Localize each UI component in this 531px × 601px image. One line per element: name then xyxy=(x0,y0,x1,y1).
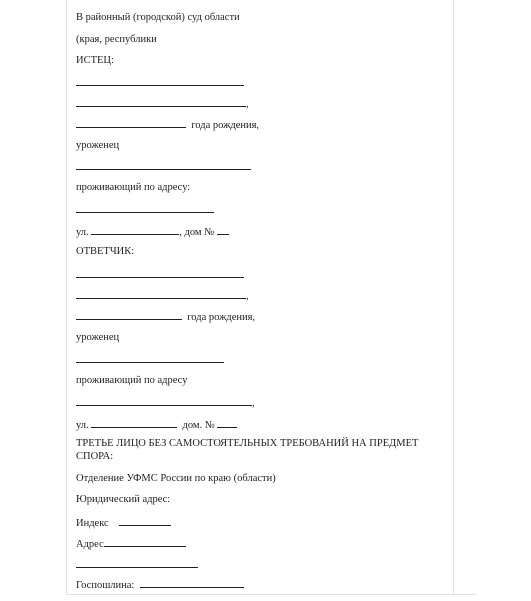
plaintiff-street-line xyxy=(76,225,229,239)
plaintiff-name-line-2 xyxy=(76,97,249,111)
fee-line xyxy=(76,578,244,592)
defendant-address-line xyxy=(76,396,255,410)
plaintiff-native-label: уроженец xyxy=(76,140,120,151)
defendant-native-label: уроженец xyxy=(76,332,120,343)
department-name: Отделение УФМС России по краю (области) xyxy=(76,473,276,484)
address-line xyxy=(76,537,186,551)
fee-label: Госпошлина: xyxy=(76,580,135,591)
plaintiff-birth-label: года рождения, xyxy=(191,120,260,131)
third-party-heading-2: СПОРА: xyxy=(76,451,114,462)
defendant-native-line xyxy=(76,353,224,367)
defendant-heading: ОТВЕТЧИК: xyxy=(76,246,135,257)
plaintiff-heading: ИСТЕЦ: xyxy=(76,55,114,66)
defendant-street-label: ул. xyxy=(76,420,89,431)
third-party-heading-1: ТРЕТЬЕ ЛИЦО БЕЗ САМОСТОЯТЕЛЬНЫХ ТРЕБОВАНИЙ НА ПРЕДМЕТ xyxy=(76,438,419,449)
comma: , xyxy=(246,291,249,302)
plaintiff-house-label: , дом № xyxy=(179,227,215,238)
defendant-street-line xyxy=(76,418,237,432)
address-line-2 xyxy=(76,558,198,572)
defendant-name-line-2 xyxy=(76,289,249,303)
defendant-address-label: проживающий по адресу xyxy=(76,375,188,386)
defendant-birth-line xyxy=(76,310,255,324)
index-label: Индекс xyxy=(76,518,109,529)
defendant-house-label: дом. № xyxy=(182,420,215,431)
plaintiff-native-line xyxy=(76,160,251,174)
plaintiff-name-line xyxy=(76,76,244,90)
court-line-1: В районный (городской) суд области xyxy=(76,12,240,23)
address-label: Адрес xyxy=(76,539,104,550)
defendant-name-line xyxy=(76,268,244,282)
legal-address-label: Юридический адрес: xyxy=(76,494,171,505)
plaintiff-street-label: ул. xyxy=(76,227,89,238)
defendant-birth-label: года рождения, xyxy=(187,312,256,323)
court-line-2: (края, республики xyxy=(76,34,157,45)
plaintiff-address-line xyxy=(76,203,214,217)
plaintiff-address-label: проживающий по адресу: xyxy=(76,182,191,193)
comma: , xyxy=(246,99,249,110)
index-line xyxy=(76,516,171,530)
plaintiff-birth-line xyxy=(76,118,259,132)
comma: , xyxy=(252,398,255,409)
